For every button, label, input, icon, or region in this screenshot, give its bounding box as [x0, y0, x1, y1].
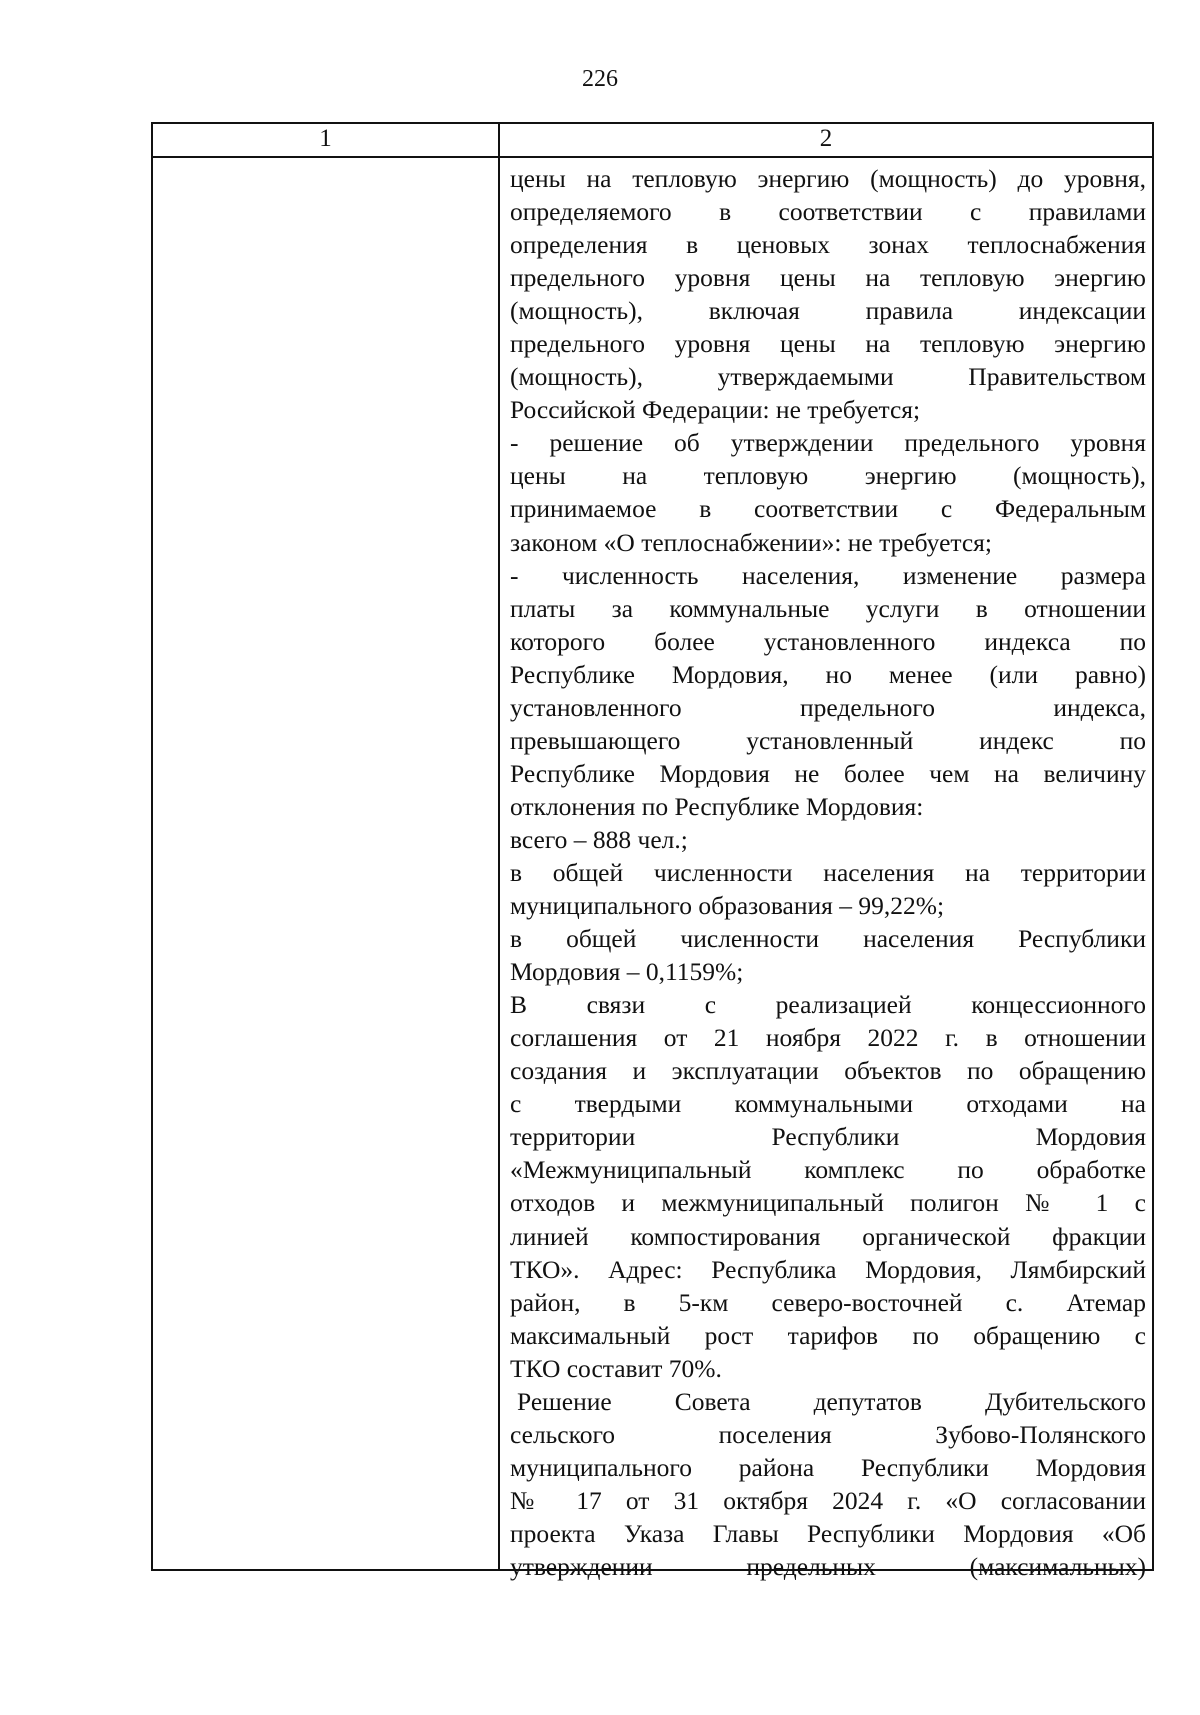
- text-line: Республике Мордовия не более чем на величину: [510, 758, 1146, 788]
- text-line: сельского поселения Зубово-Полянского: [510, 1419, 1146, 1449]
- table-cell-column-2: [510, 162, 1146, 1583]
- text-line: территории Республики Мордовия: [510, 1122, 1146, 1152]
- text-line: превышающего установленный индекс по: [510, 725, 1146, 755]
- table-cell-column-1: [153, 158, 498, 1569]
- text-line: принимаемое в соответствии с Федеральным: [510, 494, 1146, 524]
- text-line: предельного уровня цены на тепловую энергию: [510, 263, 1146, 293]
- text-line: в общей численности населения на территории: [510, 857, 1146, 887]
- text-line: - решение об утверждении предельного уровня: [510, 428, 1146, 458]
- text-line: (мощность), включая правила индексации: [510, 296, 1146, 326]
- text-line: цены на тепловую энергию (мощность),: [510, 461, 1146, 491]
- text-line: определения в ценовых зонах теплоснабжения: [510, 230, 1146, 260]
- text-line: район, в 5-км северо-восточней с. Атемар: [510, 1287, 1146, 1317]
- column-divider: [498, 124, 500, 1569]
- text-line: утверждении предельных (максимальных): [510, 1551, 1146, 1581]
- column-header-1: 1: [319, 125, 332, 152]
- column-header-2: 2: [819, 125, 833, 152]
- text-line: которого более установленного индекса по: [510, 626, 1146, 656]
- text-line: максимальный рост тарифов по обращению с: [510, 1320, 1146, 1350]
- text-line: определяемого в соответствии с правилами: [510, 197, 1146, 227]
- text-line: «Межмуниципальный комплекс по обработке: [510, 1155, 1146, 1185]
- text-line: проекта Указа Главы Республики Мордовия «Об: [510, 1518, 1146, 1548]
- text-line: цены на тепловую энергию (мощность) до уровня,: [510, 164, 1146, 193]
- text-line: предельного уровня цены на тепловую энергию: [510, 329, 1146, 359]
- text-line: ТКО». Адрес: Республика Мордовия, Лямбирский: [510, 1254, 1146, 1284]
- text-line: линией компостирования органической фракции: [510, 1221, 1146, 1251]
- text-line: соглашения от 21 ноября 2022 г. в отношении: [510, 1023, 1146, 1053]
- text-line: № 17 от 31 октября 2024 г. «О согласовании: [510, 1485, 1146, 1515]
- text-line: законом «О теплоснабжении»: не требуется;: [510, 527, 992, 557]
- text-line: Республике Мордовия, но менее (или равно): [510, 659, 1146, 689]
- text-line: В связи с реализацией концессионного: [510, 990, 1146, 1020]
- text-line: всего – 888 чел.;: [510, 824, 688, 854]
- text-line: муниципального района Республики Мордовия: [510, 1452, 1146, 1482]
- text-line: платы за коммунальные услуги в отношении: [510, 593, 1146, 623]
- text-line: (мощность), утверждаемыми Правительством: [510, 362, 1146, 392]
- text-line: установленного предельного индекса,: [510, 692, 1146, 722]
- text-line: Решение Совета депутатов Дубительского: [517, 1386, 1146, 1416]
- text-line: Российской Федерации: не требуется;: [510, 395, 921, 425]
- table-header-row: [153, 124, 1152, 158]
- text-line: отклонения по Республике Мордовия:: [510, 791, 924, 821]
- text-line: ТКО составит 70%.: [510, 1353, 722, 1383]
- text-line: в общей численности населения Республики: [510, 924, 1146, 954]
- page-number: 226: [582, 66, 618, 92]
- text-line: Мордовия – 0,1159%;: [510, 957, 744, 987]
- text-line: муниципального образования – 99,22%;: [510, 891, 945, 921]
- text-line: - численность населения, изменение размера: [510, 560, 1146, 590]
- data-table: [151, 122, 1154, 1581]
- text-line: создания и эксплуатации объектов по обращению: [510, 1056, 1146, 1086]
- text-line: с твердыми коммунальными отходами на: [510, 1089, 1146, 1119]
- text-line: отходов и межмуниципальный полигон № 1 с: [510, 1188, 1146, 1218]
